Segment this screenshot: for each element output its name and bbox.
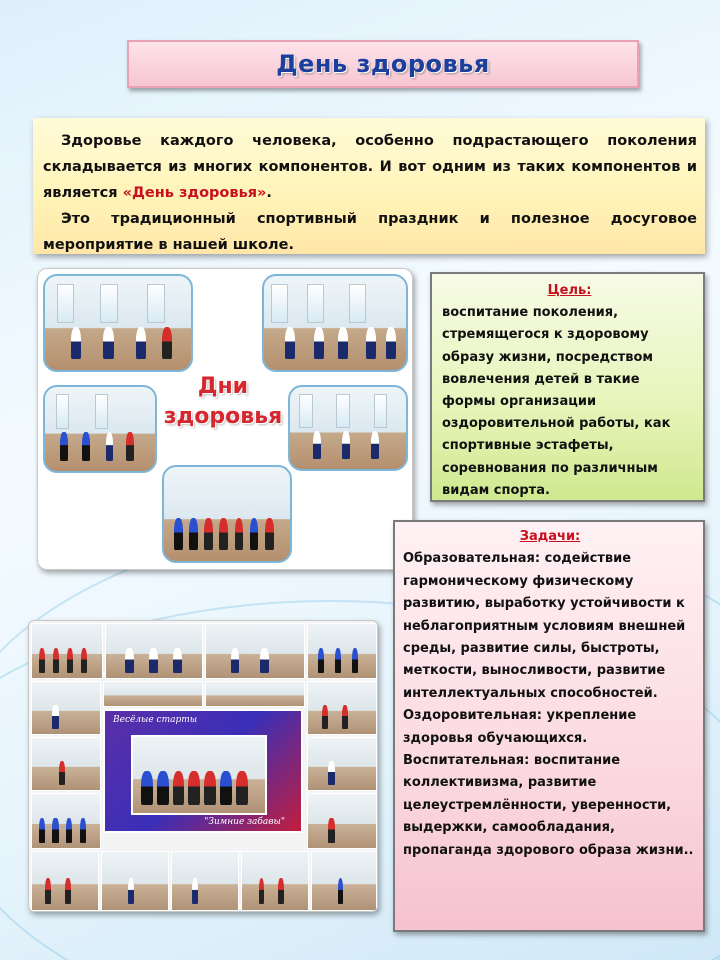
collage-tile — [31, 737, 101, 791]
task-item: Оздоровительная: укрепление здоровья обучающихся. — [403, 708, 637, 746]
intro-block — [33, 118, 705, 254]
collage-tile — [307, 737, 377, 791]
poster-bottom-caption: "Зимние забавы" — [204, 817, 285, 827]
page-title: День здоровья — [276, 50, 490, 78]
gym-photo — [262, 274, 408, 372]
gym-photo — [288, 385, 408, 471]
intro-paragraph-2: Это традиционный спортивный праздник и полезное досуговое мероприятие в нашей школе. — [43, 211, 697, 253]
tasks-heading: Задачи: — [519, 529, 581, 544]
poster — [103, 709, 303, 833]
goal-text: воспитание поколения, стремящегося к здоровому образу жизни, посредством вовлечения детей в такие формы организации оздоровительной работы, как спортивные эстафеты, соревнования по различным видам спорта. — [442, 305, 671, 498]
goal-box — [430, 272, 705, 502]
collage-tile — [103, 681, 203, 707]
collage-tile — [31, 681, 101, 735]
intro-paragraph-1 — [43, 128, 697, 206]
collage-tile — [105, 623, 203, 679]
collage-tile — [101, 851, 169, 911]
collage-tile — [307, 681, 377, 735]
title-banner — [127, 40, 639, 88]
goal-heading: Цель: — [547, 283, 592, 298]
intro-text-end: . — [266, 185, 272, 201]
collage-tile — [311, 851, 377, 911]
photo-collage-bottom — [28, 620, 378, 912]
collage-tile — [171, 851, 239, 911]
collage-tile — [241, 851, 309, 911]
collage-tile — [31, 793, 101, 849]
tasks-box — [393, 520, 705, 932]
collage-label: Дни здоровья — [163, 374, 283, 429]
group-photo — [162, 465, 292, 563]
collage-tile — [205, 623, 305, 679]
collage-tile — [31, 851, 99, 911]
task-item: Образовательная: содействие гармоническому физическому развитию, выработку устойчивости к неблагоприятным условиям внешней среды, развитие силы, быстроты, меткости, выносливости, развитие интеллектуальных способностей. — [403, 551, 686, 701]
collage-tile — [307, 623, 377, 679]
task-item: Воспитательная: воспитание коллективизма, развитие целеустремлённости, уверенности, выдержки, самообладания, пропаганда здорового образа жизни.. — [403, 753, 694, 858]
collage-tile — [205, 681, 305, 707]
collage-tile — [31, 623, 103, 679]
gym-photo — [43, 274, 193, 372]
poster-photo — [131, 735, 267, 815]
poster-top-caption: Весёлые старты — [113, 715, 198, 725]
intro-text: Здоровье каждого человека, особенно подрастающего поколения складывается из многих компонентов. И вот одним из таких компонентов и является — [43, 133, 697, 201]
collage-tile — [307, 793, 377, 849]
intro-highlight: «День здоровья» — [122, 185, 267, 201]
gym-photo — [43, 385, 157, 473]
